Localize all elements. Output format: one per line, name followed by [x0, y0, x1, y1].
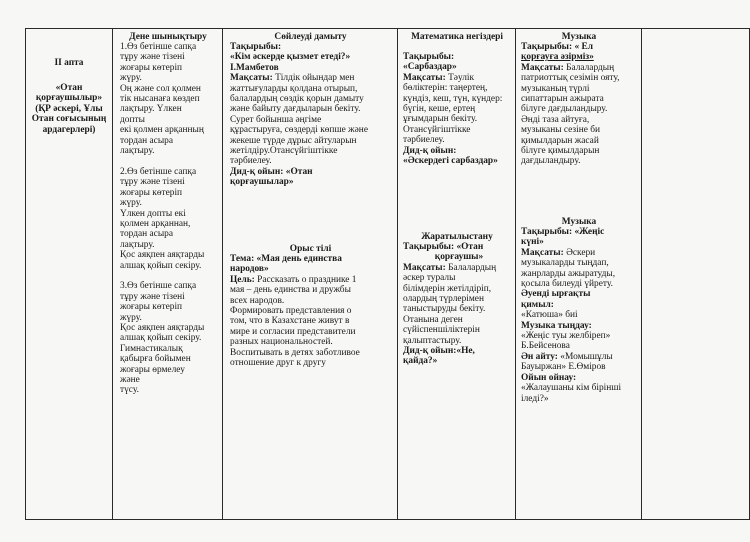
music1-goal-line: Әнді таза айтуға, — [521, 114, 590, 125]
music1-goal-line: білуге дағдыландыру. — [521, 104, 608, 115]
speech-topic: «Кім әскерде қызмет етеді?» — [230, 52, 351, 63]
week-theme-line: «Отан — [55, 83, 83, 93]
pe-line: жоғары көтеріп — [120, 62, 183, 73]
music2-header: Музыка — [561, 217, 597, 227]
music2-dance-label: Әуенді ырғақты — [521, 289, 591, 300]
music2-goal-line: қосыла билеуді үйрету. — [521, 279, 613, 290]
music1-goal-line: патриоттық сезімін ояту, — [521, 73, 620, 84]
music2-game-line: «Жалаушаны кім бірінші — [521, 383, 622, 394]
music2-goal-label: Мақсаты: — [521, 247, 564, 258]
math-goal-label: Мақсаты: — [403, 72, 446, 83]
math-goal-line: күндіз, кеш, түн, күндер: — [403, 93, 503, 104]
pe-line: және — [120, 375, 140, 385]
pe-line: Қос аяқпен аяқтарды — [120, 322, 205, 333]
music2-song-line: Бауыржан» Е.Өміров — [521, 362, 606, 373]
speech-goal-line: және байыту дағдыларын бекіту. — [230, 104, 361, 115]
russian-goal-line: том, что в Казахстане живут в — [230, 316, 350, 327]
nature-topic-label: Тақырыбы: — [403, 242, 455, 252]
russian-header: Орыс тілі — [289, 244, 332, 254]
speech-goal-line: балалардың сөздік қорын дамыту — [230, 94, 364, 105]
pe-line: допты — [120, 114, 145, 125]
music2-listen-line: Б.Бейсенова — [521, 341, 570, 352]
pe-line: жоғары көтеріп — [120, 302, 183, 313]
music2-goal-line: музыкаларды тыңдап, — [521, 258, 609, 269]
pe-line: жоғары өрмелеу — [120, 364, 185, 375]
col-empty — [642, 28, 750, 520]
math-block: Тақырыбы: «Сарбаздар» Мақсаты: Тәулік бөліктерін: таңертең, күндіз, кеш, түн, күндер: бүгін, кеше, ертең ұғымдарын бекіту. Отансүйгіштікке тәрбиелеу. Дид-қ ойын: «Әскердегі сарбаздар» — [403, 52, 515, 166]
math-goal-line: ұғымдарын бекіту. — [403, 114, 478, 125]
week-theme-line: ардагерлері) — [42, 124, 96, 135]
nature-goal-line: сүйіспеншіліктерін — [403, 325, 480, 336]
music1-header: Музыка — [561, 32, 597, 42]
music1-topic-label: Тақырыбы: — [521, 42, 573, 52]
music2-topic-label: Тақырыбы: — [521, 227, 573, 237]
speech-goal-label: Мақсаты: — [230, 73, 273, 84]
nature-game-label: Дид-қ ойын: — [403, 346, 457, 357]
math-topic-label: Тақырыбы: — [403, 52, 455, 62]
nature-goal-line: білімдерін жетілдіріп, — [403, 283, 492, 294]
pe-line: лақтыру. — [120, 146, 155, 157]
week-theme — [26, 83, 112, 135]
russian-goal-line: мая – день единства и дружбы — [230, 285, 351, 296]
week-theme-line: қорғаушылыр» — [35, 93, 103, 104]
music1-goal-line: дағдыландыру. — [521, 156, 581, 167]
pe-line: лақтыру. Үлкен — [120, 104, 182, 115]
russian-goal-line: разных национальностей. — [230, 337, 333, 348]
pe-line: қолмен арқаннан, — [120, 218, 191, 229]
russian-theme-label: Тема: — [230, 254, 255, 264]
speech-block: Тақырыбы: «Кім әскерде қызмет етеді?» І.Мамбетов Мақсаты: Тілдік ойындар мен жаттығуларды қолдана отырып, балалардың сөздік қорын дамыту және байыту дағдыларын бекіту. Сурет бойынша әңгіме құрастыруға, сөздерді көпше және жекеше түрде дұрыс айтуларын жетілдіру.Отансүйгіштікке тәрбиелеу. Дид-қ ойын: «Отан қорғаушылар» — [230, 42, 395, 188]
nature-goal-line: әскер туралы — [403, 273, 456, 284]
speech-topic-label: Тақырыбы: — [230, 42, 282, 52]
music2-song-label: Ән айту: — [521, 351, 558, 362]
music2-game-line: іледі?» — [521, 393, 549, 404]
music2-goal-line: жанрларды ажыратуды, — [521, 268, 616, 279]
math-game-label: Дид-қ ойын: — [403, 145, 457, 156]
russian-block: Тема: «Мая день единства народов» Цель: Рассказать о празднике 1 мая – день единства и дружбы всех народов. Формировать представления о том, что в Казахстане живут в мире и согласии представители разных национальностей. Воспитывать в детях заботливое отношение друг к другу — [230, 254, 395, 368]
speech-author: І.Мамбетов — [230, 62, 279, 73]
math-goal-line: бүгін, кеше, ертең — [403, 104, 476, 115]
pe-line: тордан асыра — [120, 135, 173, 146]
russian-goal-line: мире и согласии представители — [230, 326, 356, 337]
speech-game-label: Дид-қ ойын: — [230, 166, 284, 177]
pe-line: тұру және тізені — [120, 52, 185, 63]
pe-line: тұру және тізені — [120, 291, 185, 302]
music1-goal-line: музыканы сезіне би — [521, 125, 601, 136]
speech-header: Сөйлеуді дамыту — [274, 32, 347, 42]
nature-goal-line: олардың түрлерімен — [403, 294, 484, 305]
math-goal-line: тәрбиелеу. — [403, 135, 445, 146]
pe-line — [120, 156, 220, 166]
music2-block: Тақырыбы: «Жеңіс күні» Мақсаты: Әскери музыкаларды тыңдап, жанрларды ажыратуды, қосыла билеуді үйрету. Әуенді ырғақты қимыл: «Катюша» биі Музыка тыңдау: «Жеңіс туы желбіреп» Б.Бейсенова Ән айту: «Момышұлы Бауыржан» Е.Өміров Ойын ойнау: «Жалаушаны кім бірінші іледі?» — [521, 227, 641, 404]
speech-goal-line: Сурет бойынша әңгіме — [230, 114, 322, 125]
pe-line: алшақ қойып секіру. — [120, 333, 202, 344]
pe-line: қабырға бойымен — [120, 354, 191, 365]
russian-goal-line: Воспитывать в детях заботливое — [230, 347, 360, 358]
music2-dance: «Катюша» биі — [521, 310, 578, 321]
math-topic: «Сарбаздар» — [403, 62, 457, 73]
russian-goal-line: отношение друг к другу — [230, 358, 326, 369]
pe-line: жүру. — [120, 198, 142, 209]
russian-goal-line: Формировать представления о — [230, 306, 352, 317]
pe-line: тік нысанаға көздеп — [120, 94, 200, 105]
pe-line: Қос аяқпен аяқтарды — [120, 250, 205, 261]
music1-block: Тақырыбы: « Ел қорғауға әзірміз» Мақсаты: Балалардың патриоттық сезімін ояту, музыканың түрлі сипаттарын ажырата білуге дағдыландыру. Әнді таза айтуға, музыканы сезіне би қимылдарын жасай білуге қимылдарын дағдыландыру. — [521, 42, 641, 167]
music1-goal-label: Мақсаты: — [521, 62, 564, 73]
speech-goal-line: жекеше түрде дұрыс айтуларын — [230, 135, 357, 146]
pe-line: лақтыру. — [120, 239, 155, 250]
speech-goal-line: жетілдіру.Отансүйгіштікке — [230, 146, 338, 157]
pe-line: екі қолмен арқанның — [120, 125, 204, 136]
music2-listen-label: Музыка тыңдау: — [521, 320, 592, 331]
pe-line: Үлкен допты екі — [120, 208, 186, 219]
pe-line: 3.Өз бетінше сапқа — [120, 281, 197, 292]
pe-line: тордан асыра — [120, 229, 173, 240]
russian-goal-line: всех народов. — [230, 295, 285, 306]
music2-listen-line: «Жеңіс туы желбіреп» — [521, 331, 611, 342]
math-goal-line: бөліктерін: таңертең, — [403, 83, 488, 94]
nature-goal-line: Отанына деген — [403, 314, 463, 325]
speech-goal-line: құрастыруға, сөздерді көпше және — [230, 125, 368, 136]
music1-goal-line: білуге қимылдарын — [521, 146, 600, 157]
nature-block: Тақырыбы: «Отан қорғаушы» Мақсаты: Балалардың әскер туралы білімдерін жетілдіріп, олардың түрлерімен таныстыруды бекіту. Отанына деген сүйіспеншіліктерін қалыптастыру. Дид-қ ойын:«Не, қайда?» — [403, 242, 515, 367]
speech-goal-line: тәрбиелеу. — [230, 156, 272, 167]
nature-goal-label: Мақсаты: — [403, 262, 446, 273]
pe-line — [120, 271, 220, 281]
russian-goal-label: Цель: — [230, 274, 255, 285]
music2-dance-label: қимыл: — [521, 299, 554, 310]
pe-line: тұру және тізені — [120, 177, 185, 188]
pe-line: 2.Өз бетінше сапқа — [120, 166, 197, 177]
music1-goal-line: сипаттарын ажырата — [521, 94, 604, 105]
pe-line: алшақ қойып секіру. — [120, 260, 202, 271]
music1-goal-line: музыканың түрлі — [521, 83, 590, 94]
math-game: «Әскердегі сарбаздар» — [403, 156, 498, 167]
pe-line: Оң және сол қолмен — [120, 83, 201, 94]
nature-goal-line: таныстыруды бекіту. — [403, 304, 486, 315]
pe-line: түсу. — [120, 385, 139, 396]
week-theme-line: (ҚР әскері, Ұлы — [35, 103, 103, 114]
week-theme-line: Отан соғысының — [31, 114, 107, 125]
pe-line: 1.Өз бетінше сапқа — [120, 42, 197, 52]
pe-line: жүру. — [120, 73, 142, 84]
pe-content — [120, 42, 220, 396]
pe-line: жүру. — [120, 312, 142, 323]
pe-line: жоғары көтеріп — [120, 187, 183, 198]
nature-header: Жаратылыстану — [421, 232, 493, 242]
week-label: II апта — [54, 58, 84, 68]
pe-line: Гимнастикалық — [120, 343, 183, 354]
nature-goal-line: қалыптастыру. — [403, 335, 462, 346]
math-header: Математика негіздері — [411, 32, 503, 42]
music2-game-label: Ойын ойнау: — [521, 372, 577, 383]
speech-goal-line: жаттығуларды қолдана отырып, — [230, 83, 358, 94]
music1-goal-line: қимылдарын жасай — [521, 135, 599, 146]
math-goal-line: Отансүйгіштікке — [403, 124, 471, 135]
pe-header: Дене шынықтыру — [129, 32, 207, 42]
